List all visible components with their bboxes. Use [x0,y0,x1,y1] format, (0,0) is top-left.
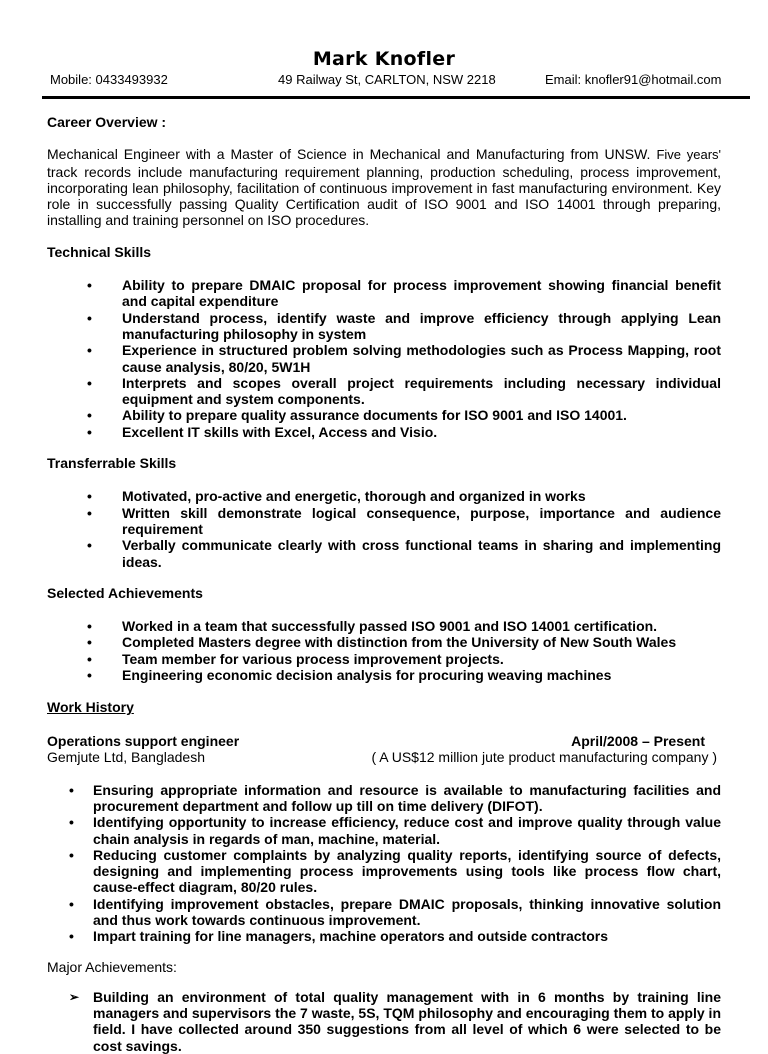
job-title-row [47,733,721,749]
list-item: • Verbally communicate clearly with cross functional teams in sharing and implementing ideas. [47,537,721,570]
list-item: • Ability to prepare quality assurance documents for ISO 9001 and ISO 14001. [47,407,721,423]
list-item: • Engineering economic decision analysis for procuring weaving machines [47,667,721,683]
job-title: Operations support engineer [47,732,240,749]
career-overview-heading: Career Overview : [47,114,167,130]
list-item: • Interprets and scopes overall project requirements including necessary individual equipment and system components. [47,375,721,408]
candidate-name: Mark Knofler [312,48,456,70]
list-item: • Completed Masters degree with distinction from the University of New South Wales [47,634,721,650]
career-overview-text-five: Five years' [656,147,722,163]
list-item: • Motivated, pro-active and energetic, thorough and organized in works [47,488,721,504]
list-item: ➢ Building an environment of total quality management with in 6 months by training line managers and supervisors the 7 waste, 5S, TQM philosophy and encouraging them to apply in field. I have collected around 350 suggestions from all level of which 6 were selected to be cost savings. [47,989,721,1054]
resume-body [47,114,721,1054]
work-history-heading: Work History [47,699,134,716]
contact-email: Email: knofler91@hotmail.com [545,72,722,87]
major-achievements-heading: Major Achievements: [47,958,177,975]
header-divider [42,96,750,99]
job-company: Gemjute Ltd, Bangladesh [47,748,205,765]
career-overview-text-rest: track records include manufacturing requirement planning, production scheduling, process improvement, incorporating lean philosophy, facilitation of continuous improvement in fast manufacturing environment. Key role in successfully passing Quality Certification audit of ISO 9001 and ISO 14001 through preparing, installing and training personnel on ISO procedures. [47,163,721,229]
contact-address: 49 Railway St, CARLTON, NSW 2218 [278,72,496,87]
technical-skills-heading: Technical Skills [47,243,152,260]
list-item: • Reducing customer complaints by analyzing quality reports, identifying source of defects, designing and implementing process improvements using tools like process flow chart, cause-effect diagram, 80/20 rules. [47,847,721,896]
list-item: • Worked in a team that successfully passed ISO 9001 and ISO 14001 certification. [47,618,721,634]
career-overview-text-start: Mechanical Engineer with a Master of Science in Mechanical and Manufacturing from UNSW. [47,146,651,163]
technical-skills-list [47,277,721,440]
list-item: • Identifying improvement obstacles, prepare DMAIC proposals, thinking innovative solution and thus work towards continuous improvement. [47,896,721,929]
list-item: • Written skill demonstrate logical consequence, purpose, importance and audience requirement [47,505,721,538]
selected-achievements-list [47,618,721,683]
transferrable-skills-list [47,488,721,569]
list-item: • Team member for various process improvement projects. [47,651,721,667]
job-company-desc: ( A US$12 million jute product manufacturing company ) [371,748,717,765]
list-item: • Experience in structured problem solving methodologies such as Process Mapping, root cause analysis, 80/20, 5W1H [47,342,721,375]
job-company-row [47,749,721,765]
career-overview-text [47,146,721,228]
transferrable-skills-heading: Transferrable Skills [47,455,177,472]
contact-mobile: Mobile: 0433493932 [50,72,168,87]
list-item: • Ability to prepare DMAIC proposal for process improvement showing financial benefit and capital expenditure [47,277,721,310]
list-item: • Ensuring appropriate information and resource is available to manufacturing facilities and procurement department and follow up till on time delivery (DIFOT). [47,782,721,815]
major-achievements-list [47,989,721,1054]
job-duties-list [47,782,721,945]
selected-achievements-heading: Selected Achievements [47,584,203,601]
list-item: • Identifying opportunity to increase efficiency, reduce cost and improve quality through value chain analysis in regards of man, machine, material. [47,814,721,847]
list-item: • Excellent IT skills with Excel, Access and Visio. [47,424,721,440]
list-item: • Impart training for line managers, machine operators and outside contractors [47,928,721,944]
list-item: • Understand process, identify waste and improve efficiency through applying Lean manufacturing philosophy in system [47,310,721,343]
job-dates: April/2008 – Present [571,732,705,749]
